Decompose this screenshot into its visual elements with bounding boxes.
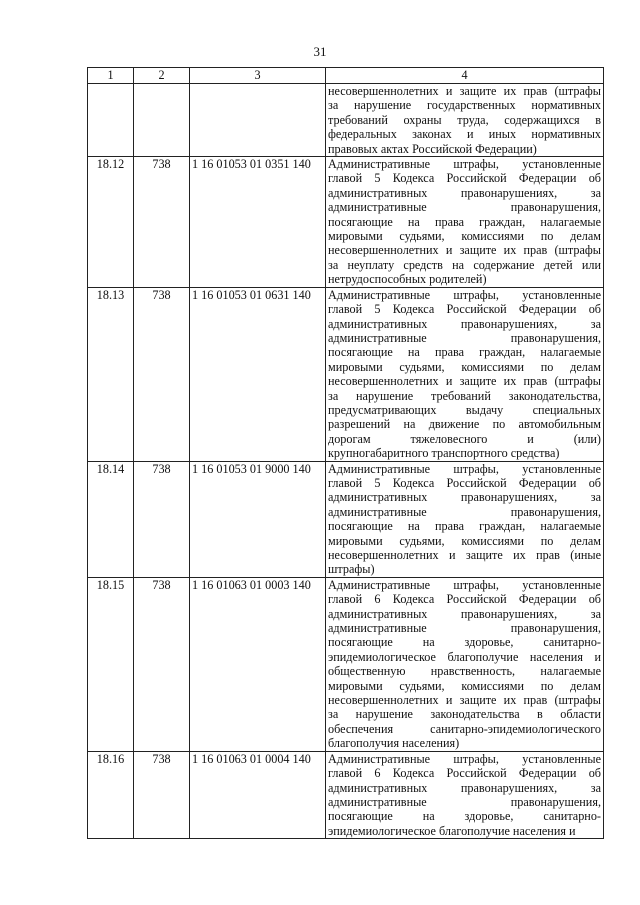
revenue-description-cell [326, 461, 604, 577]
description-line: административные правонарушения, [328, 330, 601, 345]
description-line: благополучия населения) [328, 736, 460, 751]
description-line: административные правонарушения, [328, 200, 601, 215]
row-number-cell: 18.12 [88, 157, 134, 288]
row-number-cell: 18.13 [88, 287, 134, 461]
description-line: несовершеннолетних и защите их прав (иные [328, 548, 601, 562]
description-line: административных правонарушениях, за [328, 316, 601, 331]
continuation-description [326, 84, 604, 157]
classification-table [87, 67, 604, 839]
administrator-code-cell: 738 [134, 577, 190, 751]
table-row [88, 577, 604, 751]
description-line: Административные штрафы, установленные [328, 461, 601, 476]
description-line: за нарушение требований законодательства, [328, 388, 601, 403]
description-line: штрафы) [328, 562, 375, 577]
description-line: федеральных законах и иных нормативных [328, 127, 601, 142]
description-line: посягающие на права граждан, налагаемые [328, 214, 601, 229]
description-line: мировыми судьями, комиссиями по делам [328, 359, 601, 374]
description-line: административных правонарушениях, за [328, 780, 601, 795]
description-line: эпидемиологическое благополучие населения и [328, 823, 576, 838]
description-line: главой 5 Кодекса Российской Федерации об [328, 171, 601, 186]
row-number-cell: 18.16 [88, 751, 134, 838]
column-header-1: 1 [88, 68, 134, 84]
description-line: предусматривающих выдачу специальных [328, 402, 601, 417]
description-line: административных правонарушениях, за [328, 490, 601, 505]
description-line: главой 6 Кодекса Российской Федерации об [328, 766, 601, 781]
continuation-num-cell [88, 84, 134, 157]
description-line: за неуплату средств на содержание детей или [328, 257, 601, 272]
description-line: главой 6 Кодекса Российской Федерации об [328, 592, 601, 607]
administrator-code-cell: 738 [134, 751, 190, 838]
page-number: 31 [313, 44, 327, 59]
table-row [88, 461, 604, 577]
description-line: нетрудоспособных родителей) [328, 272, 487, 287]
budget-classification-code-cell: 1 16 01053 01 9000 140 [190, 461, 326, 577]
description-line: административные правонарушения, [328, 621, 601, 636]
description-line: несовершеннолетних и защите их прав (штрафы [328, 374, 601, 389]
description-line: главой 5 Кодекса Российской Федерации об [328, 475, 601, 490]
description-line: посягающие на права граждан, налагаемые [328, 345, 601, 360]
description-line: обеспечения санитарно-эпидемиологического [328, 721, 601, 736]
column-header-3: 3 [190, 68, 326, 84]
description-line: за нарушение законодательства в области [328, 707, 601, 722]
table-header-row [88, 68, 604, 84]
description-line: административные правонарушения, [328, 504, 601, 519]
row-number-cell: 18.15 [88, 577, 134, 751]
description-line: общественную нравственность, налагаемые [328, 664, 601, 679]
table-row [88, 751, 604, 838]
description-line: мировыми судьями, комиссиями по делам [328, 229, 601, 244]
description-line: посягающие на права граждан, налагаемые [328, 519, 601, 534]
description-line: административных правонарушениях, за [328, 185, 601, 200]
continuation-code-cell [190, 84, 326, 157]
description-line: Административные штрафы, установленные [328, 287, 601, 302]
description-line: Административные штрафы, установленные [328, 751, 601, 766]
description-line: несовершеннолетних и защите их прав (штрафы [328, 693, 601, 708]
description-line: главой 5 Кодекса Российской Федерации об [328, 302, 601, 317]
description-line: за нарушение государственных нормативных [328, 98, 601, 113]
description-line: Административные штрафы, установленные [328, 577, 601, 592]
budget-classification-code-cell: 1 16 01053 01 0631 140 [190, 287, 326, 461]
administrator-code-cell: 738 [134, 157, 190, 288]
description-line: разрешений на движение по автомобильным [328, 417, 601, 432]
description-line: посягающие на здоровье, санитарно- [328, 809, 601, 824]
budget-classification-code-cell: 1 16 01063 01 0003 140 [190, 577, 326, 751]
description-line: несовершеннолетних и защите их прав (штрафы [328, 84, 601, 98]
continuation-admin-cell [134, 84, 190, 157]
continuation-row [88, 84, 604, 157]
revenue-description-cell [326, 287, 604, 461]
revenue-description-cell [326, 751, 604, 838]
description-line: эпидемиологическое благополучие населения и [328, 649, 601, 664]
description-line: правовых актах Российской Федерации) [328, 141, 537, 156]
description-line: несовершеннолетних и защите их прав (штрафы [328, 243, 601, 258]
administrator-code-cell: 738 [134, 287, 190, 461]
description-line: административные правонарушения, [328, 794, 601, 809]
description-line: административных правонарушениях, за [328, 606, 601, 621]
description-line: мировыми судьями, комиссиями по делам [328, 678, 601, 693]
description-line: Административные штрафы, установленные [328, 157, 601, 172]
table-row [88, 157, 604, 288]
description-line: дорогам тяжеловесного и (или) [328, 431, 601, 446]
column-header-4: 4 [326, 68, 604, 84]
administrator-code-cell: 738 [134, 461, 190, 577]
budget-classification-code-cell: 1 16 01053 01 0351 140 [190, 157, 326, 288]
revenue-description-cell [326, 157, 604, 288]
budget-classification-code-cell: 1 16 01063 01 0004 140 [190, 751, 326, 838]
description-line: крупногабаритного транспортного средства) [328, 446, 560, 461]
column-header-2: 2 [134, 68, 190, 84]
description-line: требований охраны труда, содержащихся в [328, 112, 601, 127]
row-number-cell: 18.14 [88, 461, 134, 577]
description-line: мировыми судьями, комиссиями по делам [328, 533, 601, 548]
revenue-description-cell [326, 577, 604, 751]
table-row [88, 287, 604, 461]
description-line: посягающие на здоровье, санитарно- [328, 635, 601, 650]
